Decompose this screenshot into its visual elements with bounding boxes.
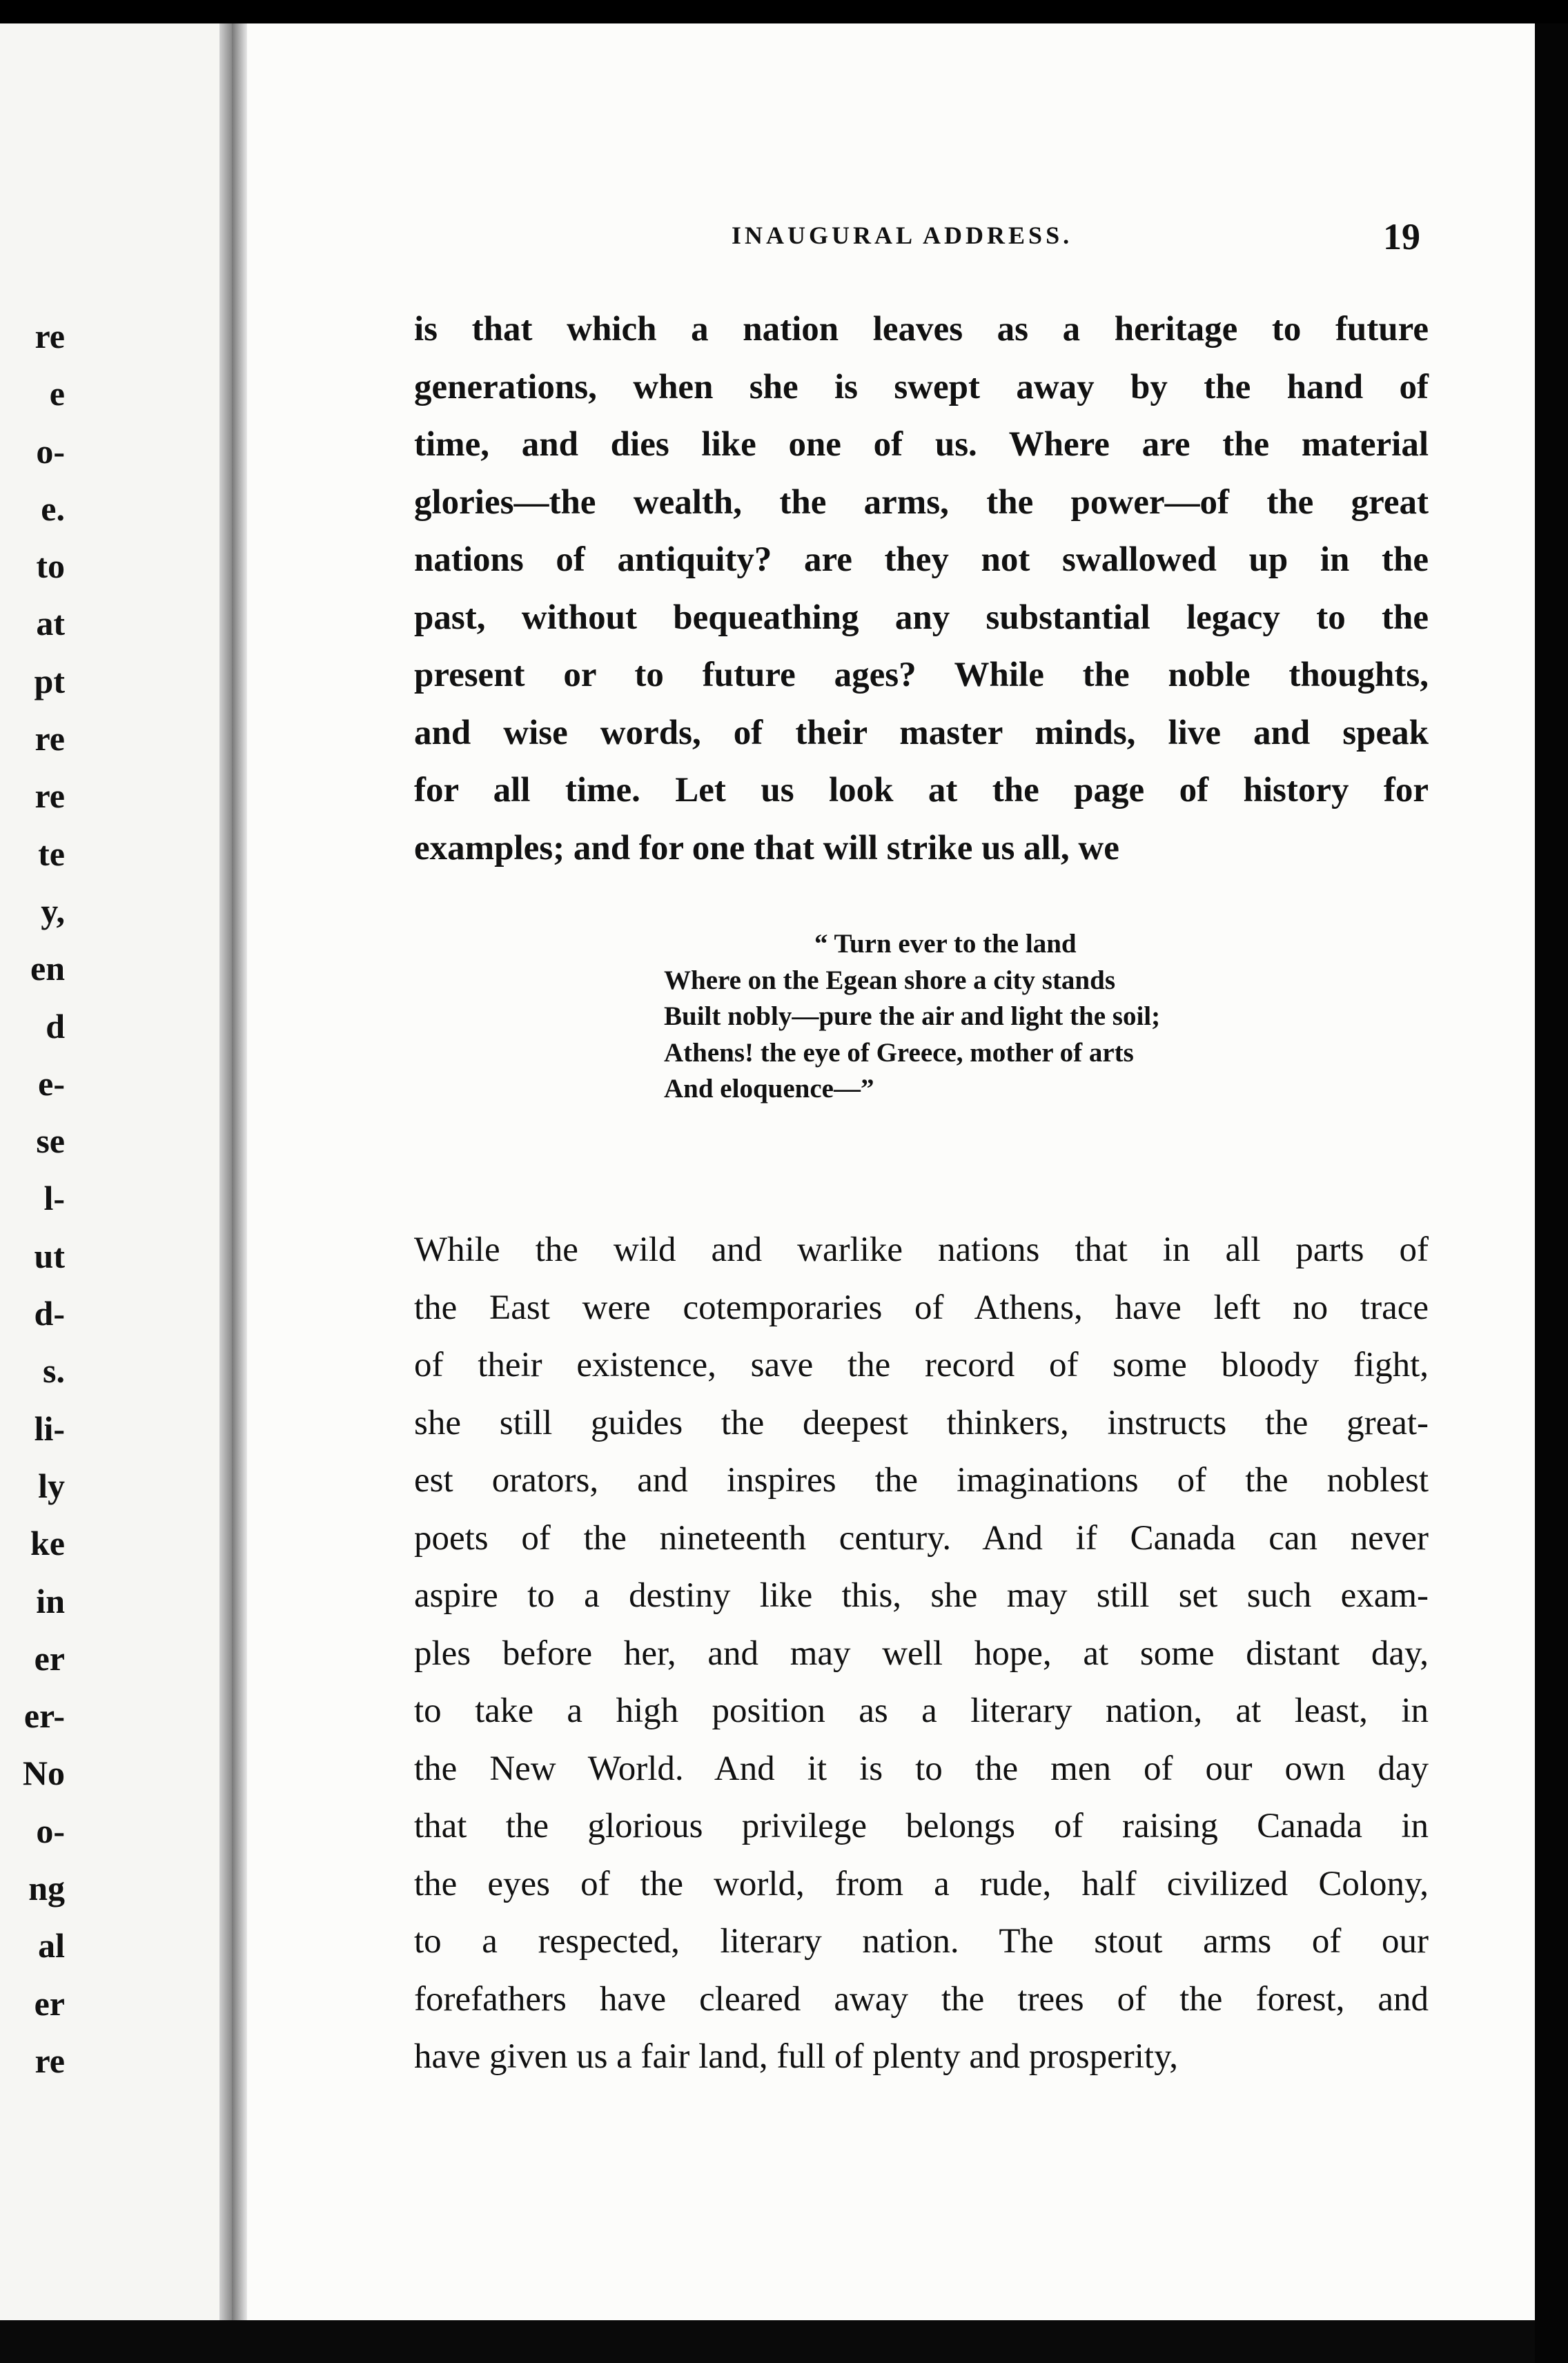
left-page-fragment: se (36, 1121, 65, 1161)
scan-bottom-border (0, 2320, 1535, 2363)
verse-line: Athens! the eye of Greece, mother of arts (664, 1037, 1134, 1068)
left-page-fragment: en (30, 949, 65, 988)
left-page-fragment: l- (43, 1179, 65, 1218)
text-line: poets of the nineteenth century. And if Canada can never (414, 1518, 1429, 1558)
left-page-fragment: re (35, 2041, 65, 2080)
book-gutter (232, 23, 247, 2320)
left-page-fragment: ut (34, 1236, 65, 1275)
left-page-fragment: re (35, 719, 65, 758)
left-page-fragment: pt (34, 661, 65, 700)
verse-line: Where on the Egean shore a city stands (664, 965, 1115, 995)
verse-line: Built nobly—pure the air and light the soil; (664, 1001, 1161, 1031)
left-page-fragment: y, (41, 891, 65, 930)
text-line: the East were cotemporaries of Athens, have left no trace (414, 1288, 1429, 1327)
left-page-fragment: re (35, 317, 65, 355)
left-page-fragment: er- (23, 1696, 65, 1736)
text-line: ples before her, and may well hope, at some distant day, (414, 1634, 1429, 1673)
left-page-fragment: ng (28, 1869, 65, 1908)
left-page-fragment: at (36, 604, 65, 643)
text-line: for all time. Let us look at the page of history for (414, 771, 1429, 810)
text-line: and wise words, of their master minds, live and speak (414, 713, 1429, 752)
left-page-fragment: o- (36, 431, 65, 471)
text-line: she still guides the deepest thinkers, instructs the great- (414, 1403, 1429, 1442)
left-page-edge (219, 23, 232, 2320)
left-page-fragment: te (38, 834, 65, 873)
scan-right-border (1535, 23, 1568, 2363)
running-head: INAUGURAL ADDRESS. (732, 222, 1073, 249)
left-page-fragment: d- (34, 1294, 65, 1333)
text-line: the New World. And it is to the men of our own day (414, 1749, 1429, 1788)
left-page-line-fragments (3, 308, 65, 2090)
text-line: est orators, and inspires the imaginations of the noblest (414, 1461, 1429, 1500)
text-line: have given us a fair land, full of plenty and prosperity, (414, 2037, 1179, 2076)
left-page-fragment: s. (43, 1351, 65, 1391)
paragraph-2 (414, 1222, 1429, 2086)
text-line: While the wild and warlike nations that in all parts of (414, 1230, 1429, 1269)
text-line: generations, when she is swept away by the hand of (414, 367, 1429, 406)
text-line: of their existence, save the record of some bloody fight, (414, 1346, 1429, 1384)
left-page-fragment: re (35, 776, 65, 816)
text-line: the eyes of the world, from a rude, half civilized Colony, (414, 1864, 1429, 1903)
text-line: is that which a nation leaves as a heritage to future (414, 310, 1429, 349)
left-page-fragment: No (22, 1754, 65, 1793)
scan-top-border (0, 0, 1568, 23)
text-line: nations of antiquity? are they not swallowed up in the (414, 540, 1429, 579)
left-page-fragment: li- (34, 1409, 65, 1448)
text-line: forefathers have cleared away the trees of the forest, and (414, 1979, 1429, 2019)
left-page-fragment: ly (38, 1466, 65, 1505)
paragraph-1 (414, 301, 1429, 877)
verse-line: And eloquence—” (664, 1074, 874, 1104)
text-line: past, without bequeathing any substantial legacy to the (414, 598, 1429, 637)
left-page (0, 23, 232, 2320)
left-page-fragment: e. (41, 489, 65, 528)
text-line: that the glorious privilege belongs of raising Canada in (414, 1807, 1429, 1845)
verse-line: “ Turn ever to the land (814, 929, 1077, 959)
left-page-fragment: al (38, 1926, 65, 1965)
left-page-fragment: er (34, 1983, 65, 2023)
text-line: to a respected, literary nation. The stout arms of our (414, 1922, 1429, 1961)
page-number: 19 (1383, 216, 1420, 257)
left-page-fragment: ke (30, 1524, 65, 1563)
left-page-fragment: in (36, 1581, 65, 1620)
left-page-fragment: er (34, 1638, 65, 1678)
text-line: glories—the wealth, the arms, the power—of the great (414, 482, 1429, 522)
verse-quotation (664, 926, 1160, 1108)
left-page-fragment: e- (38, 1063, 65, 1103)
left-page-fragment: e (49, 374, 65, 413)
text-line: to take a high position as a literary nation, at least, in (414, 1692, 1429, 1730)
text-line: present or to future ages? While the noble thoughts, (414, 656, 1429, 694)
text-line: examples; and for one that will strike us all, we (414, 828, 1119, 867)
left-page-fragment: o- (36, 1811, 65, 1850)
text-line: time, and dies like one of us. Where are the material (414, 425, 1429, 464)
left-page-fragment: d (46, 1006, 65, 1046)
text-line: aspire to a destiny like this, she may still set such exam- (414, 1576, 1429, 1615)
left-page-fragment: to (36, 547, 65, 586)
